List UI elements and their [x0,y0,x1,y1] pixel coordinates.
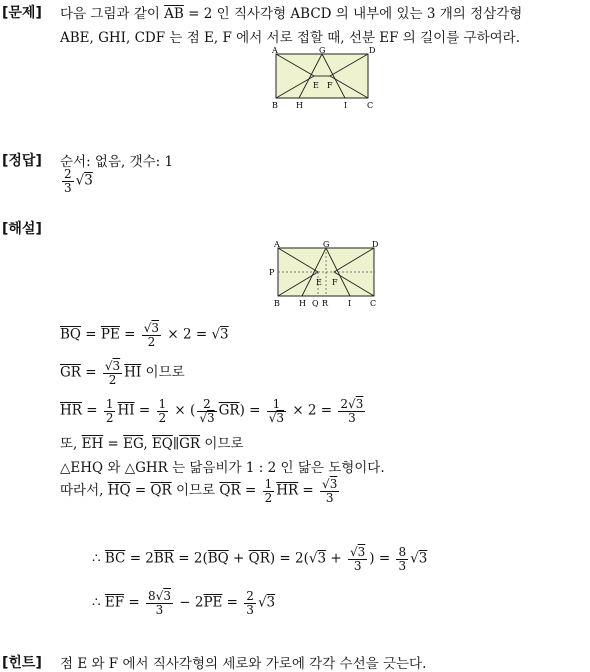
fig-label-a: A [272,46,278,55]
answer-tag: [정답] [2,153,42,169]
solution-step-5: △EHQ 와 △GHR 는 닮음비가 1 : 2 인 닮은 도형이다. [60,460,385,476]
sol-label-p: P [269,268,275,277]
solution-step-2: $\overline{GR}$ = $\frac{√3}{2}$ $\overline{HI}$ 이므로 [60,359,185,387]
solution-tag: [해설] [2,221,42,237]
sol-label-b: B [274,299,280,308]
sol-label-d: D [372,240,379,249]
sol-label-c: C [370,299,377,308]
answer-value: $\frac{2}{3}$ √3 [64,167,93,195]
sol-label-f: F [332,278,338,287]
solution-step-4: 또, $\overline{EH} = \overline{EG}$, $\overline{EQ}\parallel\overline{GR}$ 이므로 [60,436,244,452]
hint-text: 점 E 와 F 에서 직사각형의 세로와 가로에 각각 수선을 긋는다. [60,656,427,672]
fig-label-f: F [327,81,333,90]
sol-label-g: G [323,240,330,249]
problem-line-2: ABE, GHI, CDF 는 점 E, F 에서 서로 접할 때, 선분 EF 의 길이를 구하여라. [60,30,520,46]
problem-figure [270,46,380,112]
fig-label-d: D [369,46,376,55]
solution-figure [268,240,382,310]
solution-step-8: ∴ $\overline{EF}$ = $\frac{8√3}{3}$ − $2\overline{PE}$ = $\frac{2}{3}$ √3 [92,589,276,617]
problem-tag: [문제] [2,5,42,21]
problem-line-1: 다음 그림과 같이 $\overline{AB} = 2$ 인 직사각형 ABCD 의 내부에 있는 3 개의 정삼각형 [60,6,523,22]
sol-label-r: R [322,299,329,308]
sol-label-i: I [348,299,352,308]
solution-step-6: 따라서, $\overline{HQ} = \overline{QR}$ 이므로 $\overline{QR}$ = $\frac{1}{2}$ $\overline{HR}$ = $\frac{√3}{3}$ [60,477,338,505]
sol-label-e: E [316,278,322,287]
hint-tag: [힌트] [2,655,42,671]
solution-step-3: $\overline{HR}$ = $\frac{1}{2}$ $\overline{HI}$ = $\frac{1}{2}$ × ( $\frac{2}{√3}$ $\overline{GR}$) = $\frac{1}{√3}$ × 2 = $\frac{2√3}{3}$ [60,397,364,425]
solution-step-7: ∴ $\overline{BC} = 2\overline{BR} = 2(\overline{BQ} + \overline{QR}) = 2(√3$ + $\frac{√3}{3}$ ) = $\frac{8}{3}$ √3 [92,545,428,573]
solution-step-1: $\overline{BQ} = \overline{PE}$ = $\frac{√3}{2}$ × 2 = √3 [60,321,229,349]
fig-label-c: C [367,101,374,110]
sol-label-h: H [299,299,306,308]
fig-label-b: B [272,101,278,110]
fig-label-g: G [319,46,326,55]
sol-label-q: Q [312,299,319,308]
fig-label-i: I [344,101,348,110]
answer-line-1: 순서: 없음, 갯수: 1 [60,154,174,170]
fig-label-h: H [296,101,303,110]
fig-label-e: E [313,81,319,90]
sol-label-a: A [274,240,280,249]
